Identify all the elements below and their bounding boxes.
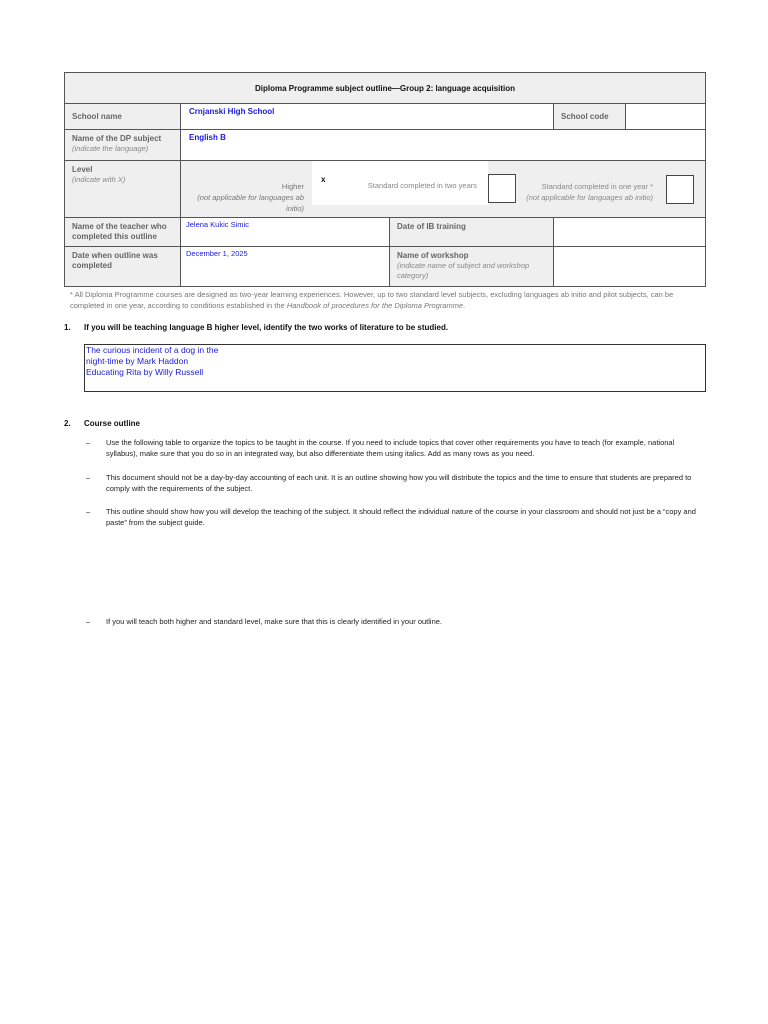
- higher-mark: x: [321, 175, 326, 184]
- subject-field[interactable]: English B: [181, 130, 706, 161]
- section-2-number: 2.: [64, 419, 71, 428]
- level-options: [181, 161, 706, 218]
- teacher-label: Name of the teacher who completed this outline: [65, 218, 181, 247]
- outline-instruction: [86, 616, 696, 627]
- form-table: [64, 72, 706, 287]
- workshop-sublabel: (indicate name of subject and workshop category): [397, 261, 530, 280]
- section-2-title: Course outline: [84, 419, 141, 428]
- instruction-text: This document should not be a day-by-day accounting of each unit. It is an outline showing how you will distribute the topics and the time to ensure that students are prepared to comply with the requirements of the subject.: [106, 473, 692, 493]
- footnote-text: * All Diploma Programme courses are designed as two-year learning experiences. However, up to two standard level subjects, excluding languages ab initio and pilot subjects, can be completed in one year, according to conditions established in the: [70, 290, 674, 310]
- bullet-dash: –: [86, 507, 91, 516]
- literature-line: Educating Rita by Willy Russell: [86, 367, 204, 377]
- section-2-heading: [64, 419, 140, 428]
- standard-one-year-note: (not applicable for languages ab initio): [526, 193, 653, 202]
- section-1-heading: [64, 323, 448, 332]
- workshop-field[interactable]: [554, 247, 706, 287]
- subject-outline-form: [64, 72, 705, 311]
- bullet-dash: –: [86, 473, 91, 482]
- instruction-text: Use the following table to organize the topics to be taught in the course. If you need to include topics that cover other requirements you have to teach (for example, national syllabus), make sure that you do so in an integrated way, but also differentiate them using italics. Add as many rows as you need.: [106, 438, 675, 458]
- training-field[interactable]: [554, 218, 706, 247]
- school-name-field[interactable]: Crnjanski High School: [181, 104, 554, 130]
- section-1-title: If you will be teaching language B higher level, identify the two works of literature to be studied.: [84, 323, 449, 332]
- date-field[interactable]: December 1, 2025: [181, 247, 390, 287]
- school-name-label: School name: [65, 104, 181, 130]
- standard-one-year-checkbox[interactable]: [666, 175, 694, 204]
- bullet-dash: –: [86, 617, 91, 626]
- form-title: Diploma Programme subject outline—Group 2: language acquisition: [65, 73, 706, 104]
- outline-instruction: [86, 437, 696, 459]
- level-label-cell: [65, 161, 181, 218]
- literature-works-field[interactable]: [84, 344, 706, 392]
- level-sublabel: (indicate with X): [72, 175, 126, 184]
- standard-one-year-label: Standard completed in one year *: [541, 182, 653, 191]
- workshop-label: Name of workshop: [397, 251, 469, 260]
- higher-note: (not applicable for languages ab initio): [197, 193, 304, 213]
- date-label: Date when outline was completed: [65, 247, 181, 287]
- instruction-text: This outline should show how you will develop the teaching of the subject. It should reflect the individual nature of the course in your classroom and should not just be a “copy and paste” from the subject guide.: [106, 507, 696, 527]
- higher-label: Higher: [281, 182, 304, 191]
- standard-two-years-label: Standard completed in two years: [367, 181, 477, 190]
- subject-label-cell: [65, 130, 181, 161]
- instruction-text: If you will teach both higher and standard level, make sure that this is clearly identified in your outline.: [106, 617, 443, 626]
- school-code-label: School code: [554, 104, 626, 130]
- outline-instruction: [86, 472, 696, 494]
- subject-label: Name of the DP subject: [72, 134, 162, 143]
- standard-one-year-option: [511, 181, 653, 203]
- level-label: Level: [72, 165, 93, 174]
- footnote-handbook: Handbook of procedures for the Diploma Programme: [286, 301, 464, 310]
- teacher-field[interactable]: Jelena Kukic Simic: [181, 218, 390, 247]
- literature-line: night-time by Mark Haddon: [86, 356, 189, 366]
- section-1-number: 1.: [64, 323, 71, 332]
- footnote-end: .: [463, 301, 466, 310]
- higher-option: [189, 181, 304, 214]
- workshop-label-cell: [390, 247, 554, 287]
- footnote: [70, 289, 700, 311]
- subject-sublabel: (indicate the language): [72, 144, 149, 153]
- outline-instruction: [86, 506, 696, 528]
- bullet-dash: –: [86, 438, 91, 447]
- school-code-field[interactable]: [626, 104, 706, 130]
- training-label: Date of IB training: [390, 218, 554, 247]
- literature-line: The curious incident of a dog in the: [86, 345, 219, 355]
